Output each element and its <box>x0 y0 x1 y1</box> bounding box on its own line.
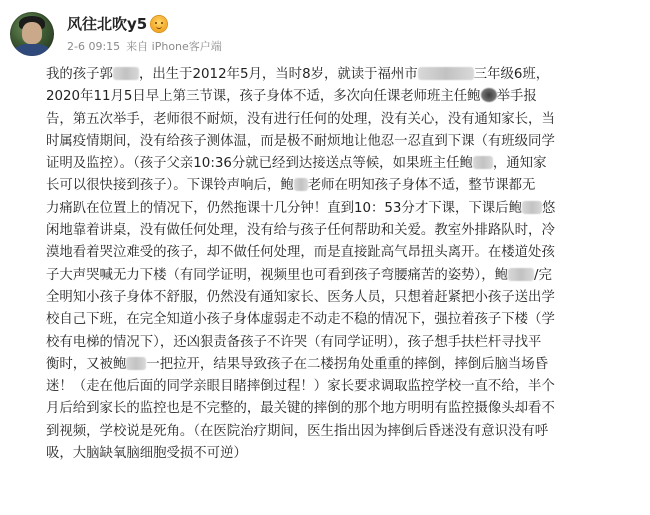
avatar-face <box>22 22 42 44</box>
post-line <box>46 109 636 131</box>
text-segment: 时属疫情期间，没有给孩子测体温，而是极不耐烦地让他忍一忍直到下课（有班级同学 <box>46 133 555 149</box>
post-line <box>46 265 636 287</box>
post-meta <box>67 38 222 54</box>
redaction-blur <box>126 357 146 370</box>
text-segment: 校自己下班，在完全知道小孩子身体虚弱走不动走不稳的情况下，强拉着孩子下楼（学 <box>46 312 555 328</box>
post-line <box>46 86 636 108</box>
post-line <box>46 220 636 242</box>
text-segment: 2020年11月5日早上第三节课，孩子身体不适，多次向任课老师班主任鲍 <box>46 89 481 105</box>
post-text <box>46 64 636 465</box>
text-segment: 衡时，又被鲍 <box>46 356 127 372</box>
text-segment: 到视频，学校说是死角。（在医院治疗期间，医生指出因为摔倒后昏迷没有意识没有呼 <box>46 423 549 439</box>
text-segment: 全明知小孩子身体不舒服，仍然没有通知家长、医务人员，只想着赶紧把小孩子送出学 <box>46 289 555 305</box>
text-segment: 漠地看着哭泣难受的孩子，却不做任何处理，而是直接趾高气昂扭头离开。在楼道处孩 <box>46 245 555 261</box>
text-segment: 月后给到家长的监控也是不完整的，最关键的摔倒的那个地方明明有监控摄像头却看不 <box>46 401 555 417</box>
text-segment: 举手报 <box>496 89 537 105</box>
redaction-blur <box>418 67 474 80</box>
post-line <box>46 376 636 398</box>
text-segment: 闲地靠着讲桌，没有做任何处理，没有给与孩子任何帮助和关爱。教室外排路队时，冷 <box>46 223 555 239</box>
text-segment: 校有电梯的情况下），还凶狠责备孩子不许哭（有同学证明），孩子想手扶栏杆寻找平 <box>46 334 542 350</box>
text-segment: ，出生于2012年5月，当时8岁，就读于福州市 <box>138 67 418 82</box>
post-header <box>0 0 650 62</box>
text-segment: 力痛趴在位置上的情况下，仍然拖课十几分钟！直到10：53分才下课，下课后鲍 <box>46 200 522 216</box>
avatar[interactable] <box>10 12 54 56</box>
redaction-blur <box>481 88 497 102</box>
post-line <box>46 287 636 309</box>
redaction-blur <box>473 156 493 169</box>
text-segment: 一把拉开，结果导致孩子在二楼拐角处重重的摔倒，摔倒后脑当场昏 <box>146 356 549 372</box>
text-segment: 悠 <box>541 200 556 216</box>
avatar-shirt <box>14 44 50 56</box>
text-segment: ，通知家 <box>492 156 547 172</box>
text-segment: 迷！（走在他后面的同学亲眼目睹摔倒过程！）家长要求调取监控学校一直不给，半个 <box>46 379 555 395</box>
post-line <box>46 354 636 376</box>
post-line <box>46 309 636 331</box>
vip-smile-badge-icon[interactable] <box>151 16 167 32</box>
redaction-blur <box>522 201 542 214</box>
username[interactable]: 风往北吹y5 <box>67 15 148 33</box>
post-line <box>46 175 636 197</box>
text-segment: 三年级6班， <box>473 67 550 82</box>
username-row <box>67 13 167 34</box>
text-segment: 告，第五次举手，老师很不耐烦，没有进行任何的处理，没有关心，没有通知家长，当 <box>46 111 555 127</box>
post-line <box>46 242 636 264</box>
text-segment: 我的孩子郭 <box>46 67 113 82</box>
post-line <box>46 443 636 465</box>
post-line <box>46 332 636 354</box>
post-line <box>46 131 636 153</box>
post-line <box>46 421 636 443</box>
post-source: 来自 iPhone客户端 <box>126 40 222 53</box>
redaction-blur <box>294 178 308 191</box>
post-line <box>46 398 636 420</box>
text-segment: /完 <box>533 267 552 283</box>
redaction-blur <box>113 67 139 80</box>
text-segment: 老师在明知孩子身体不适，整节课都无 <box>307 178 536 194</box>
post-line <box>46 64 636 86</box>
text-segment: 证明及监控）。（孩子父亲10:36分就已经到达接送点等候，如果班主任鲍 <box>46 156 473 172</box>
post-timestamp: 2-6 09:15 <box>67 40 121 53</box>
post-line <box>46 153 636 175</box>
post-line <box>46 198 636 220</box>
text-segment: 子大声哭喊无力下楼（有同学证明，视频里也可看到孩子弯腰痛苦的姿势），鲍 <box>46 267 508 283</box>
redaction-blur <box>508 268 534 281</box>
text-segment: 吸，大脑缺氧脑细胞受损不可逆） <box>46 446 247 462</box>
text-segment: 长可以很快接到孩子）。下课铃声响后，鲍 <box>46 178 294 194</box>
